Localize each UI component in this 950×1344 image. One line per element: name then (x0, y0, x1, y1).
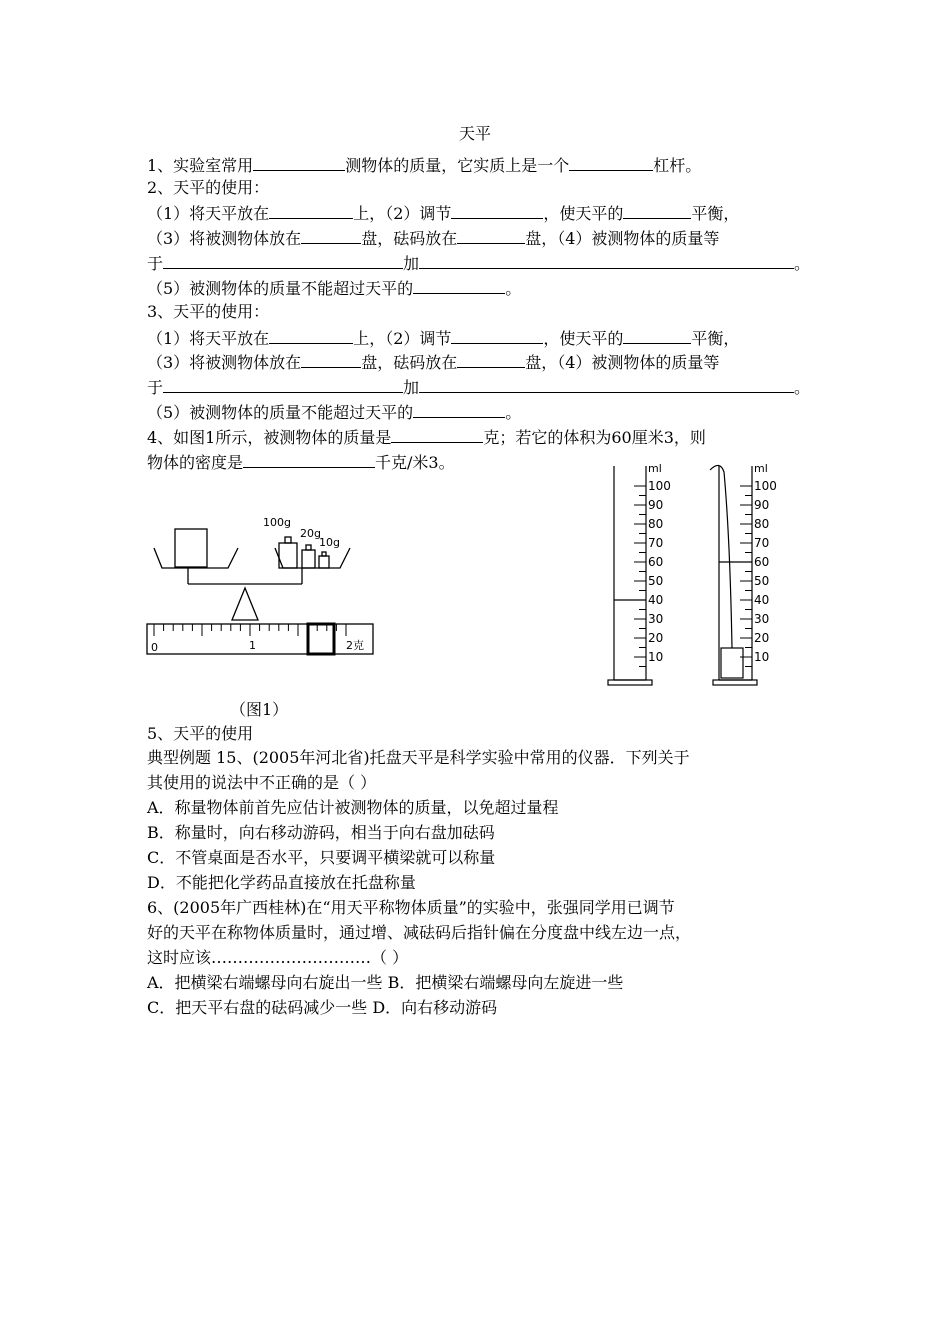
weight-label-100g: 100g (263, 516, 291, 529)
blank[interactable] (419, 376, 794, 393)
blank[interactable] (413, 277, 505, 294)
q3-line3: 于 加 。 (147, 378, 811, 397)
right-cylinder-mark-label: 90 (754, 498, 770, 512)
q5-head: 5、天平的使用 (147, 724, 254, 743)
q3-line4: （5）被测物体的质量不能超过天平的 。 (147, 403, 522, 422)
right-cylinder-mark-label: 20 (754, 631, 770, 645)
blank[interactable] (391, 426, 483, 443)
q6-line3: 这时应该…………………………（ ） (147, 948, 409, 967)
scale-label-0: 0 (151, 641, 158, 654)
q4-line2: 物体的密度是 千克/米3。 (147, 453, 455, 472)
blank[interactable] (451, 327, 543, 344)
q3-line1: （1）将天平放在 上，（2）调节 ，使天平的 平衡， (147, 329, 740, 348)
q5-line2: 其使用的说法中不正确的是（ ） (147, 773, 377, 792)
q5-option-d[interactable]: D．不能把化学药品直接放在托盘称量 (147, 873, 416, 892)
weight-label-20g: 20g (300, 527, 321, 540)
right-cylinder-mark-label: 10 (754, 650, 770, 664)
left-cylinder-mark-label: 50 (648, 574, 664, 588)
blank[interactable] (413, 401, 505, 418)
scale-label-1: 1 (249, 639, 256, 652)
blank[interactable] (163, 376, 403, 393)
right-cylinder-mark-label: 60 (754, 555, 770, 569)
left-cylinder-mark-label: 100 (648, 479, 671, 493)
left-cylinder-mark-label: 90 (648, 498, 664, 512)
right-cylinder-mark-label: 40 (754, 593, 770, 607)
left-cylinder-unit: ml (648, 462, 662, 475)
q2-line1: （1）将天平放在 上，（2）调节 ，使天平的 平衡， (147, 204, 740, 223)
balance-figure (140, 510, 380, 660)
right-cylinder-mark-label: 30 (754, 612, 770, 626)
blank[interactable] (623, 202, 691, 219)
right-cylinder-mark-label: 100 (754, 479, 777, 493)
weight-label-10g: 10g (319, 536, 340, 549)
blank[interactable] (457, 351, 525, 368)
blank[interactable] (419, 252, 794, 269)
blank[interactable] (269, 202, 353, 219)
blank[interactable] (243, 451, 375, 468)
q2-line4: （5）被测物体的质量不能超过天平的 。 (147, 279, 522, 298)
left-cylinder-mark-label: 60 (648, 555, 664, 569)
q6-options-ab[interactable]: A．把横梁右端螺母向右旋出一些 B．把横梁右端螺母向左旋进一些 (147, 973, 624, 992)
left-cylinder-mark-label: 20 (648, 631, 664, 645)
blank[interactable] (457, 227, 525, 244)
blank[interactable] (163, 252, 403, 269)
left-cylinder-mark-label: 40 (648, 593, 664, 607)
page-title: 天平 (458, 124, 491, 143)
right-cylinder-mark-label: 50 (754, 574, 770, 588)
q1-line: 1、实验室常用 测物体的质量，它实质上是一个 杠杆。 (147, 156, 702, 175)
blank[interactable] (301, 227, 361, 244)
left-cylinder-mark-label: 30 (648, 612, 664, 626)
blank[interactable] (301, 351, 361, 368)
q5-option-a[interactable]: A．称量物体前首先应估计被测物体的质量，以免超过量程 (147, 798, 559, 817)
figure-caption: （图1） (230, 700, 289, 719)
q2-line3: 于 加 。 (147, 254, 811, 273)
q6-line2: 好的天平在称物体质量时，通过增、减砝码后指针偏在分度盘中线左边一点， (147, 923, 692, 942)
blank[interactable] (253, 154, 345, 171)
q4-line1: 4、如图1所示，被测物体的质量是 克；若它的体积为60厘米3，则 (147, 428, 706, 447)
q6-options-cd[interactable]: C．把天平右盘的砝码减少一些 D．向右移动游码 (147, 998, 498, 1017)
measuring-cylinders-figure (600, 458, 800, 690)
q3-line2: （3）将被测物体放在 盘，砝码放在 盘，（4）被测物体的质量等 (147, 353, 720, 372)
blank[interactable] (451, 202, 543, 219)
q5-option-b[interactable]: B．称量时，向右移动游码，相当于向右盘加砝码 (147, 823, 495, 842)
q6-line1: 6、(2005年广西桂林)在“用天平称物体质量”的实验中，张强同学用已调节 (147, 898, 675, 917)
blank[interactable] (623, 327, 691, 344)
q2-line2: （3）将被测物体放在 盘，砝码放在 盘，（4）被测物体的质量等 (147, 229, 720, 248)
right-cylinder-mark-label: 70 (754, 536, 770, 550)
q3-head: 3、天平的使用： (147, 302, 270, 321)
left-cylinder-mark-label: 80 (648, 517, 664, 531)
right-cylinder-unit: ml (754, 462, 768, 475)
scale-label-2: 2克 (346, 639, 364, 652)
blank[interactable] (269, 327, 353, 344)
q2-head: 2、天平的使用： (147, 178, 270, 197)
q5-option-c[interactable]: C．不管桌面是否水平，只要调平横梁就可以称量 (147, 848, 496, 867)
left-cylinder-mark-label: 70 (648, 536, 664, 550)
blank[interactable] (569, 154, 653, 171)
left-cylinder-mark-label: 10 (648, 650, 664, 664)
q5-line1: 典型例题 15、(2005年河北省)托盘天平是科学实验中常用的仪器．下列关于 (147, 748, 690, 767)
right-cylinder-mark-label: 80 (754, 517, 770, 531)
